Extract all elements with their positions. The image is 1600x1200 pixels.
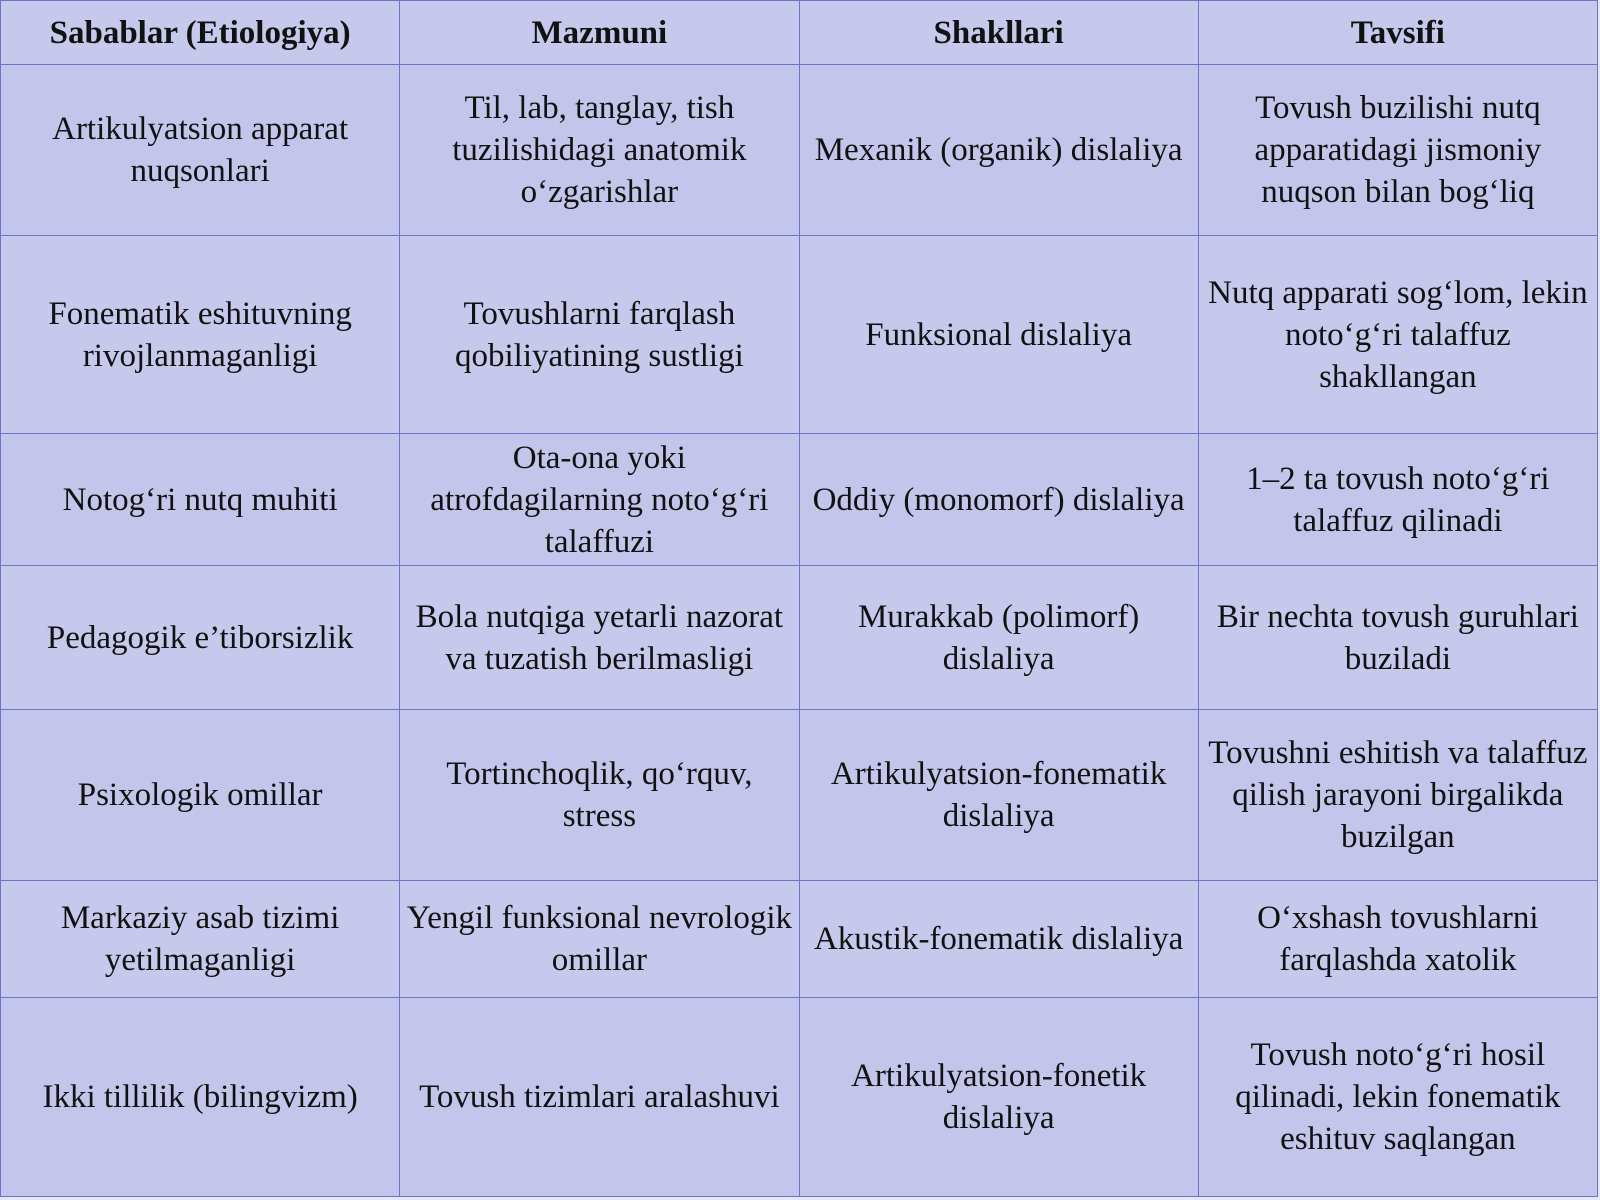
cell-description: Tovush buzilishi nutq apparatidagi jismoniy nuqson bilan bog‘liq <box>1198 65 1597 236</box>
cell-cause: Markaziy asab tizimi yetilmaganligi <box>1 881 400 998</box>
cell-content: Til, lab, tanglay, tish tuzilishidagi anatomik o‘zgarishlar <box>400 65 799 236</box>
table-row <box>1 236 1598 434</box>
table-row <box>1 65 1598 236</box>
cell-cause: Artikulyatsion apparat nuqsonlari <box>1 65 400 236</box>
cell-form: Funksional dislaliya <box>799 236 1198 434</box>
cell-form: Artikulyatsion-fonematik dislaliya <box>799 710 1198 881</box>
cell-cause: Pedagogik e’tiborsizlik <box>1 566 400 710</box>
cell-content: Tortinchoqlik, qo‘rquv, stress <box>400 710 799 881</box>
cell-description: Nutq apparati sog‘lom, lekin noto‘g‘ri talaffuz shakllangan <box>1198 236 1597 434</box>
cell-description: Tovushni eshitish va talaffuz qilish jarayoni birgalikda buzilgan <box>1198 710 1597 881</box>
table-row <box>1 710 1598 881</box>
cell-description: 1–2 ta tovush noto‘g‘ri talaffuz qilinadi <box>1198 434 1597 566</box>
cell-description: O‘xshash tovushlarni farqlashda xatolik <box>1198 881 1597 998</box>
cell-form: Oddiy (monomorf) dislaliya <box>799 434 1198 566</box>
cell-description: Bir nechta tovush guruhlari buziladi <box>1198 566 1597 710</box>
cell-cause: Ikki tillilik (bilingvizm) <box>1 998 400 1197</box>
header-content: Mazmuni <box>400 1 799 65</box>
table-row <box>1 434 1598 566</box>
cell-content: Yengil funksional nevrologik omillar <box>400 881 799 998</box>
table-row <box>1 881 1598 998</box>
cell-form: Artikulyatsion-fonetik dislaliya <box>799 998 1198 1197</box>
cell-form: Murakkab (polimorf) dislaliya <box>799 566 1198 710</box>
cell-cause: Fonematik eshituvning rivojlanmaganligi <box>1 236 400 434</box>
cell-form: Akustik-fonematik dislaliya <box>799 881 1198 998</box>
cell-cause: Psixologik omillar <box>1 710 400 881</box>
cell-content: Tovush tizimlari aralashuvi <box>400 998 799 1197</box>
header-description: Tavsifi <box>1198 1 1597 65</box>
cell-form: Mexanik (organik) dislaliya <box>799 65 1198 236</box>
table-header <box>1 1 1598 65</box>
table-row <box>1 998 1598 1197</box>
cell-description: Tovush noto‘g‘ri hosil qilinadi, lekin fonematik eshituv saqlangan <box>1198 998 1597 1197</box>
cell-content: Tovushlarni farqlash qobiliyatining sustligi <box>400 236 799 434</box>
header-causes: Sabablar (Etiologiya) <box>1 1 400 65</box>
table-row <box>1 566 1598 710</box>
table-body <box>1 65 1598 1197</box>
cell-content: Bola nutqiga yetarli nazorat va tuzatish berilmasligi <box>400 566 799 710</box>
cell-cause: Notog‘ri nutq muhiti <box>1 434 400 566</box>
header-forms: Shakllari <box>799 1 1198 65</box>
cell-content: Ota-ona yoki atrofdagilarning noto‘g‘ri talaffuzi <box>400 434 799 566</box>
header-row <box>1 1 1598 65</box>
